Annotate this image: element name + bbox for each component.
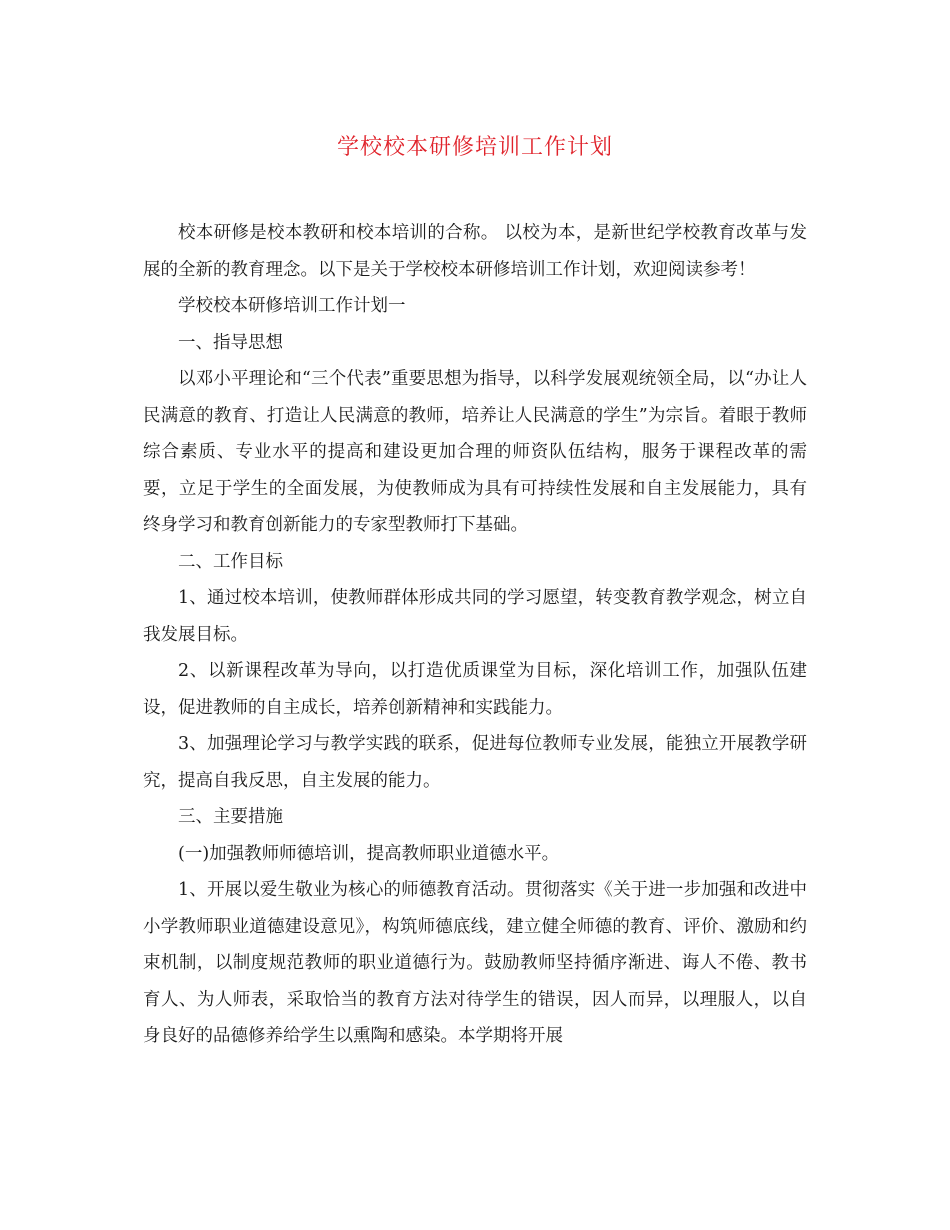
measure-subheading-1: (一)加强教师师德培训，提高教师职业道德水平。	[178, 843, 560, 864]
document-title: 学校校本研修培训工作计划	[336, 135, 613, 160]
intro-paragraph: 校本研修是校本教研和校本培训的合称。 以校为本，是新世纪学校教育改革与发展的全新的教育理念。以下是关于学校校本研修培训工作计划，欢迎阅读参考！	[143, 223, 807, 280]
work-goal-item-1: 1、通过校本培训，使教师群体形成共同的学习愿望，转变教育教学观念，树立自我发展目标。	[143, 588, 807, 645]
measure-item-1: 1、开展以爱生敬业为核心的师德教育活动。贯彻落实《关于进一步加强和改进中小学教师职业道德建设意见》，构筑师德底线，建立健全师德的教育、评价、激励和约束机制，以制度规范教师的职业道德行为。鼓励教师坚持循序渐进、诲人不倦、教书育人、为人师表，采取恰当的教育方法对待学生的错误，因人而异，以理服人，以自身良好的品德修养给学生以熏陶和感染。本学期将开展	[143, 880, 807, 1046]
guiding-ideology-paragraph: 以邓小平理论和“三个代表”重要思想为指导，以科学发展观统领全局，以“办让人民满意的教育、打造让人民满意的教师，培养让人民满意的学生”为宗旨。着眼于教师综合素质、专业水平的提高和建设更加合理的师资队伍结构，服务于课程改革的需要，立足于学生的全面发展，为使教师成为具有可持续性发展和自主发展能力，具有终身学习和教育创新能力的专家型教师打下基础。	[143, 369, 807, 535]
section-heading-guiding-ideology: 一、指导思想	[178, 332, 283, 353]
section-heading-main-measures: 三、主要措施	[178, 807, 283, 827]
document-body	[143, 215, 807, 1055]
plan-one-heading: 学校校本研修培训工作计划一	[178, 296, 406, 316]
work-goal-item-3: 3、加强理论学习与教学实践的联系，促进每位教师专业发展，能独立开展教学研究，提高自我反思，自主发展的能力。	[143, 734, 807, 791]
work-goal-item-2: 2、以新课程改革为导向，以打造优质课堂为目标，深化培训工作，加强队伍建设，促进教师的自主成长，培养创新精神和实践能力。	[143, 661, 807, 718]
section-heading-work-goals: 二、工作目标	[178, 551, 283, 572]
